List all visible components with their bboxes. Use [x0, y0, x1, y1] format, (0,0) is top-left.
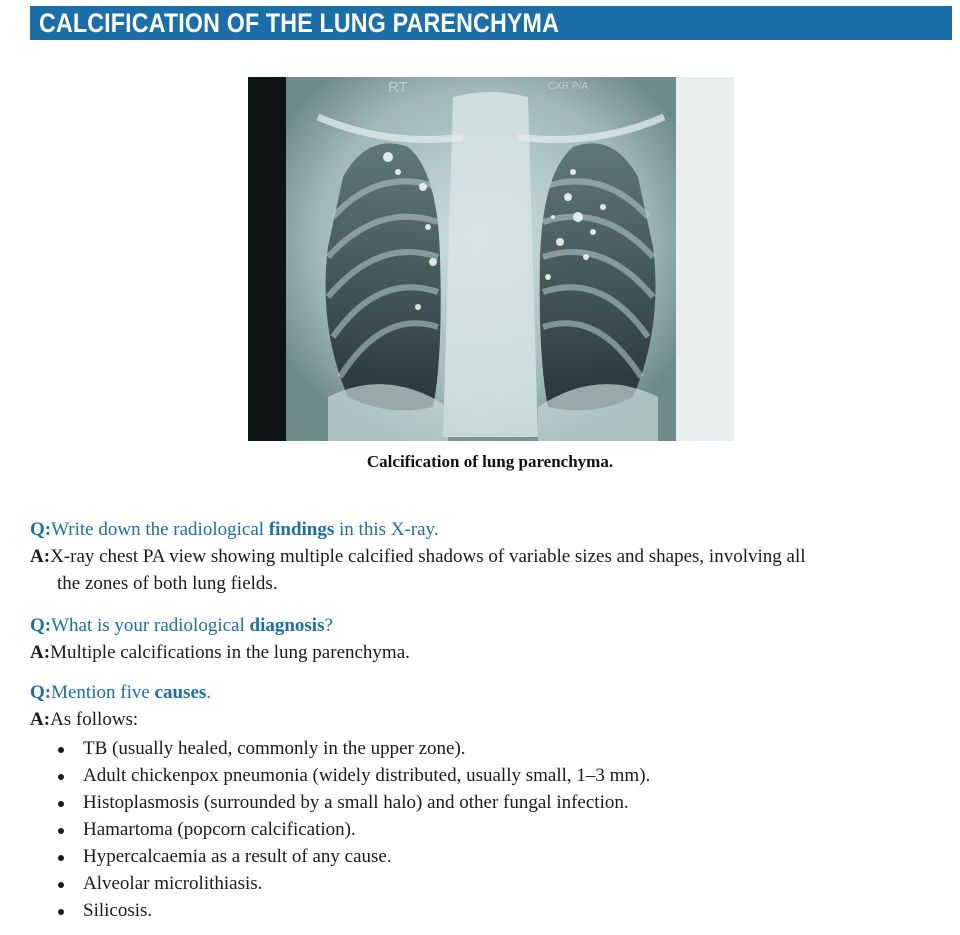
list-item: Hypercalcaemia as a result of any cause.: [54, 843, 650, 870]
list-item: Histoplasmosis (surrounded by a small halo) and other fungal infection.: [54, 789, 650, 816]
page-title: CALCIFICATION OF THE LUNG PARENCHYMA: [39, 8, 560, 38]
answer-text-continued: the zones of both lung fields.: [57, 573, 278, 594]
question-text-end: .: [206, 682, 212, 703]
answer-diagnosis: [30, 639, 955, 666]
list-item: TB (usually healed, commonly in the upper zone).: [54, 735, 650, 762]
list-item: Alveolar microlithiasis.: [54, 870, 650, 897]
xray-marker-view: CXR P/A: [548, 81, 589, 92]
answer-findings: [30, 543, 955, 597]
qa-block-causes: [30, 679, 955, 733]
question-prefix: Q:: [30, 615, 52, 636]
question-text: What is your radiological: [51, 615, 250, 636]
answer-prefix: A:: [30, 709, 51, 730]
question-causes: [30, 679, 955, 706]
question-text-end: ?: [324, 615, 333, 636]
answer-prefix: A:: [30, 546, 51, 567]
causes-list: [54, 735, 650, 924]
xray-illustration: [248, 77, 734, 441]
list-item: Adult chickenpox pneumonia (widely distributed, usually small, 1–3 mm).: [54, 762, 650, 789]
question-findings: [30, 516, 955, 543]
xray-marker-rt: RT: [388, 79, 408, 96]
question-keyword: diagnosis: [249, 615, 325, 636]
chest-xray-image: [248, 77, 734, 441]
answer-text: Multiple calcifications in the lung parenchyma.: [50, 642, 410, 663]
qa-block-diagnosis: [30, 612, 955, 666]
question-text-end: in this X-ray.: [334, 519, 439, 540]
question-text: Write down the radiological: [51, 519, 269, 540]
answer-text: As follows:: [50, 709, 139, 730]
question-diagnosis: [30, 612, 955, 639]
figure-caption: Calcification of lung parenchyma.: [366, 452, 614, 471]
question-text: Mention five: [51, 682, 155, 703]
question-prefix: Q:: [30, 519, 52, 540]
list-item: Hamartoma (popcorn calcification).: [54, 816, 650, 843]
list-item: Silicosis.: [54, 897, 650, 924]
header-bar: [30, 6, 952, 40]
answer-text: X-ray chest PA view showing multiple calcified shadows of variable sizes and shapes, involving all: [50, 546, 806, 567]
question-prefix: Q:: [30, 682, 52, 703]
question-keyword: causes: [154, 682, 207, 703]
answer-causes: [30, 706, 955, 733]
qa-block-findings: [30, 516, 955, 597]
question-keyword: findings: [268, 519, 335, 540]
answer-prefix: A:: [30, 642, 51, 663]
